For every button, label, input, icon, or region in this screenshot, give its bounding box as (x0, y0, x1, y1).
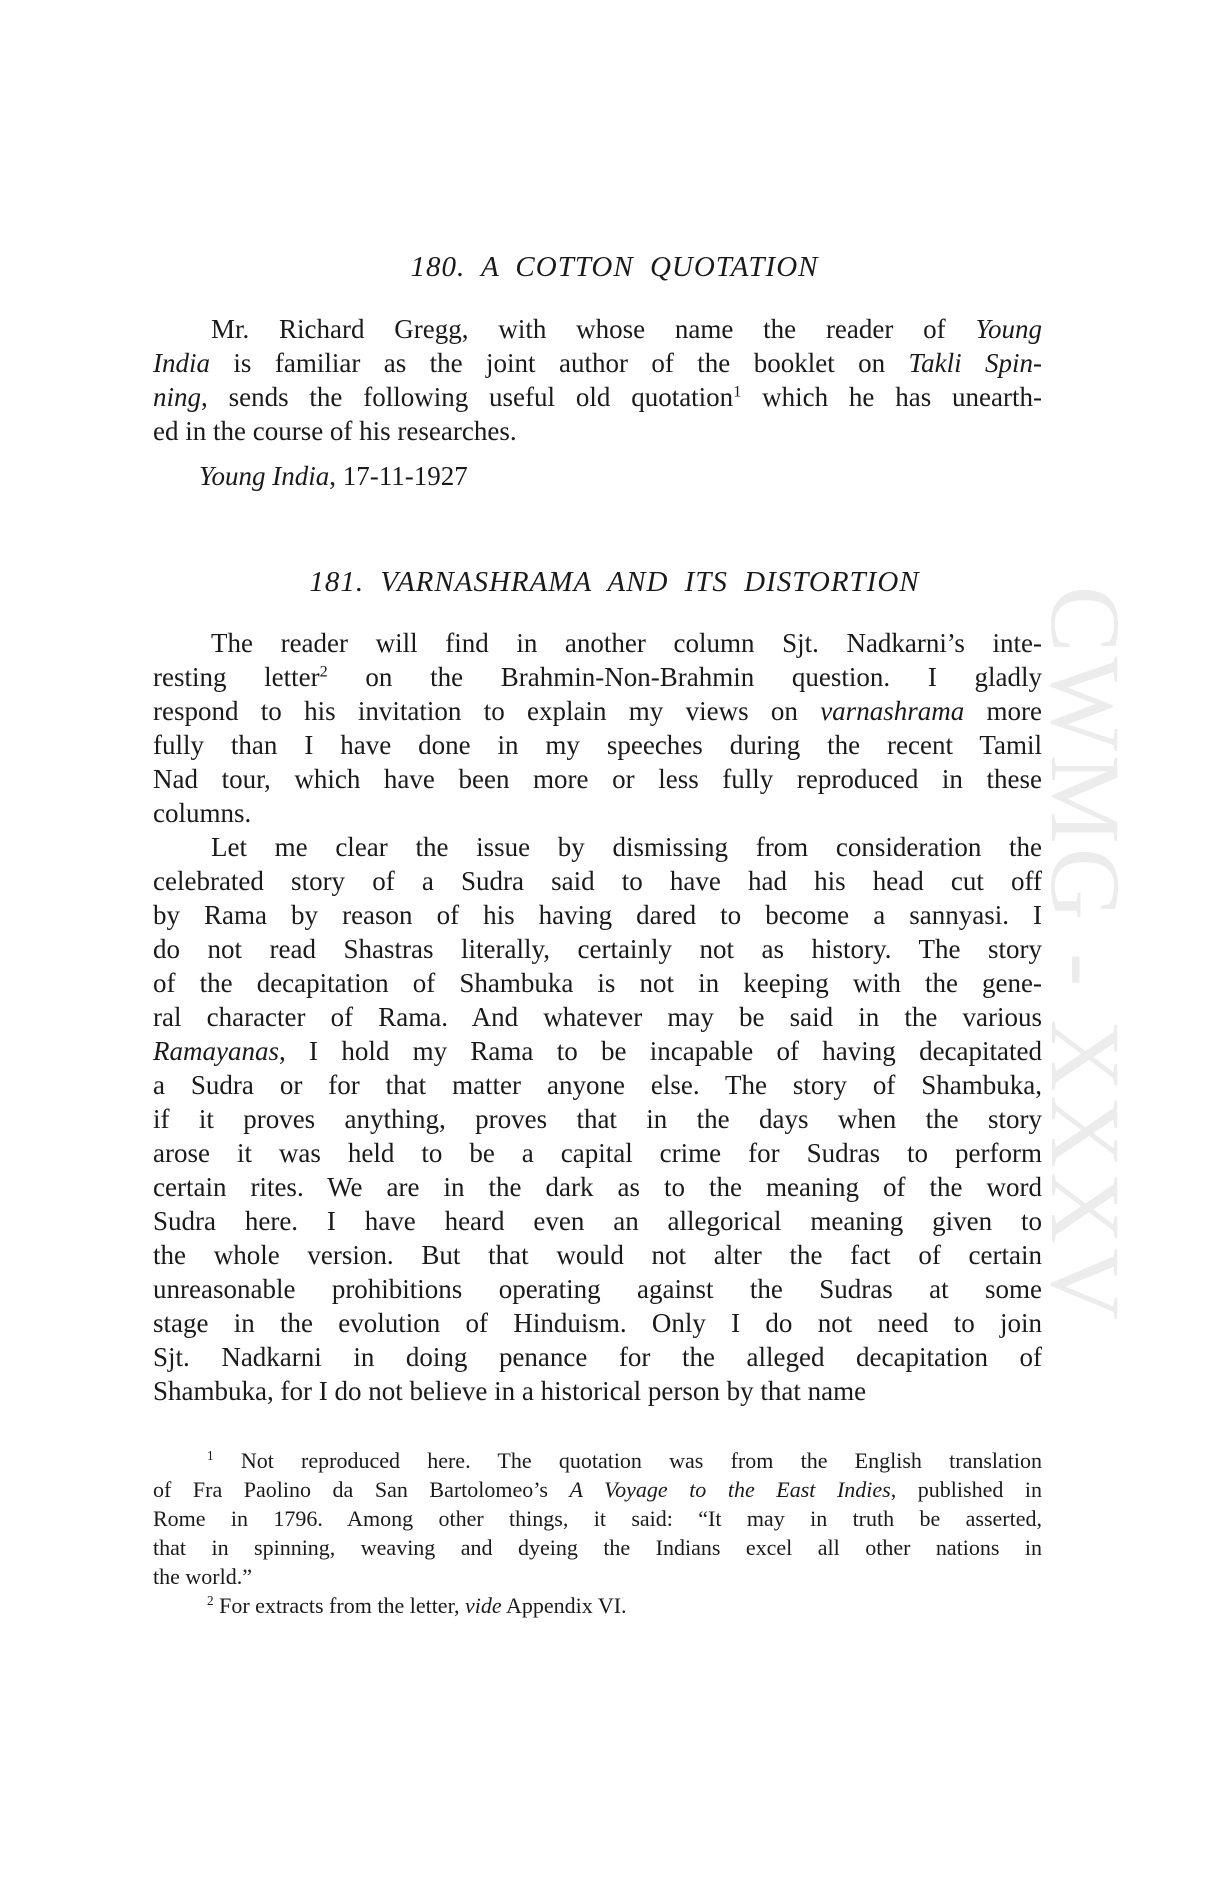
text-segment: respond to his invitation to explain my views on (153, 696, 821, 726)
paragraph-line (153, 830, 1042, 864)
footnote-marker: 2 (319, 662, 328, 681)
text-segment: ral character of Rama. And whatever may be said in the various (153, 1002, 1042, 1032)
paragraph-line (153, 1034, 1042, 1068)
text-segment: which he has unearth- (741, 382, 1042, 412)
paragraph-line (153, 1000, 1042, 1034)
text-segment: fully than I have done in my speeches during the recent Tamil (153, 730, 1042, 760)
section-180-heading: 180. A COTTON QUOTATION (410, 251, 819, 283)
text-segment: Shambuka, for I do not believe in a historical person by that name (153, 1376, 867, 1406)
text-segment: Takli Spin- (908, 348, 1042, 378)
text-segment: Not reproduced here. The quotation was from the English translation (213, 1448, 1042, 1473)
paragraph-line (153, 1068, 1042, 1102)
text-segment: varnashrama (820, 696, 965, 726)
footnote-marker: 1 (733, 382, 742, 401)
paragraph-line (153, 1272, 1042, 1306)
text-segment: vide (465, 1593, 502, 1618)
paragraph-line (153, 966, 1042, 1000)
text-segment: Sjt. Nadkarni in doing penance for the alleged decapitation of (153, 1342, 1042, 1372)
text-segment: the world.” (153, 1564, 252, 1589)
paragraph-line (153, 694, 1042, 728)
paragraph-line (153, 414, 1042, 448)
text-segment: , published in (890, 1477, 1043, 1502)
footnote-line (153, 1446, 1042, 1475)
paragraph-line (153, 380, 1042, 414)
text-segment: certain rites. We are in the dark as to the meaning of the word (153, 1172, 1042, 1202)
paragraph-line (153, 1340, 1042, 1374)
text-segment: of Fra Paolino da San Bartolomeo’s (153, 1477, 570, 1502)
text-segment: the whole version. But that would not alter the fact of certain (153, 1240, 1042, 1270)
footnote-line (153, 1562, 1042, 1591)
paragraph-line (153, 1374, 1042, 1408)
paragraph-line (153, 864, 1042, 898)
paragraph-line (153, 932, 1042, 966)
text-segment: , 17-11-1927 (329, 461, 468, 491)
footnote-line (153, 1533, 1042, 1562)
paragraph-line (153, 1204, 1042, 1238)
text-segment: Rome in 1796. Among other things, it said: “It may in truth be asserted, (153, 1506, 1042, 1531)
text-segment: more (964, 696, 1042, 726)
footnote-line (153, 1591, 1042, 1620)
text-segment: Let me clear the issue by dismissing from consideration the (211, 832, 1042, 862)
text-segment: Mr. Richard Gregg, with whose name the reader of (211, 314, 976, 344)
text-segment: For extracts from the letter, (213, 1593, 466, 1618)
text-segment: columns. (153, 798, 252, 828)
paragraph-line (153, 1136, 1042, 1170)
text-segment: of the decapitation of Shambuka is not in keeping with the gene- (153, 968, 1042, 998)
text-segment: Ramayanas (153, 1036, 279, 1066)
paragraph-line (153, 1306, 1042, 1340)
text-segment: do not read Shastras literally, certainly not as history. The story (153, 934, 1042, 964)
text-segment: Nad tour, which have been more or less fully reproduced in these (153, 764, 1042, 794)
watermark-text: CWMG - XXXV (1030, 585, 1141, 1325)
text-segment: on the Brahmin-Non-Brahmin question. I gladly (327, 662, 1042, 692)
footnote-line (153, 1504, 1042, 1533)
text-segment: ning (153, 382, 202, 412)
footnote-line (153, 1475, 1042, 1504)
text-segment: resting letter (153, 662, 320, 692)
text-segment: Sudra here. I have heard even an allegorical meaning given to (153, 1206, 1042, 1236)
text-segment: is familiar as the joint author of the booklet on (210, 348, 909, 378)
paragraph-line (153, 660, 1042, 694)
text-segment: that in spinning, weaving and dyeing the Indians excel all other nations in (153, 1535, 1042, 1560)
text-segment: unreasonable prohibitions operating against the Sudras at some (153, 1274, 1042, 1304)
text-segment: celebrated story of a Sudra said to have had his head cut off (153, 866, 1042, 896)
text-segment: The reader will find in another column Sjt. Nadkarni’s inte- (211, 628, 1042, 658)
paragraph-line (153, 1238, 1042, 1272)
text-segment: Young (975, 314, 1042, 344)
text-segment: A Voyage to the East Indies (569, 1477, 891, 1502)
paragraph-line (153, 626, 1042, 660)
paragraph-line (153, 898, 1042, 932)
footnote-marker: 2 (207, 1593, 214, 1609)
text-segment: if it proves anything, proves that in the days when the story (153, 1104, 1042, 1134)
paragraph-line (153, 1170, 1042, 1204)
footnote-marker: 1 (207, 1448, 214, 1464)
text-segment: India (153, 348, 210, 378)
section-181-heading: 181. VARNASHRAMA AND ITS DISTORTION (309, 566, 920, 598)
text-segment: Appendix VI. (501, 1593, 627, 1618)
text-segment: stage in the evolution of Hinduism. Only I do not need to join (153, 1308, 1042, 1338)
source-citation (153, 459, 1042, 493)
text-segment: a Sudra or for that matter anyone else. The story of Shambuka, (153, 1070, 1042, 1100)
text-segment: ed in the course of his researches. (153, 416, 517, 446)
text-segment: , sends the following useful old quotation (201, 382, 734, 412)
paragraph-line (153, 762, 1042, 796)
text-segment: Young India (199, 461, 330, 491)
paragraph-line (153, 796, 1042, 830)
paragraph-line (153, 1102, 1042, 1136)
text-segment: arose it was held to be a capital crime for Sudras to perform (153, 1138, 1042, 1168)
text-segment: by Rama by reason of his having dared to become a sannyasi. I (153, 900, 1042, 930)
paragraph-line (153, 728, 1042, 762)
paragraph-line (153, 346, 1042, 380)
paragraph-line (153, 312, 1042, 346)
text-segment: , I hold my Rama to be incapable of having decapitated (278, 1036, 1042, 1066)
